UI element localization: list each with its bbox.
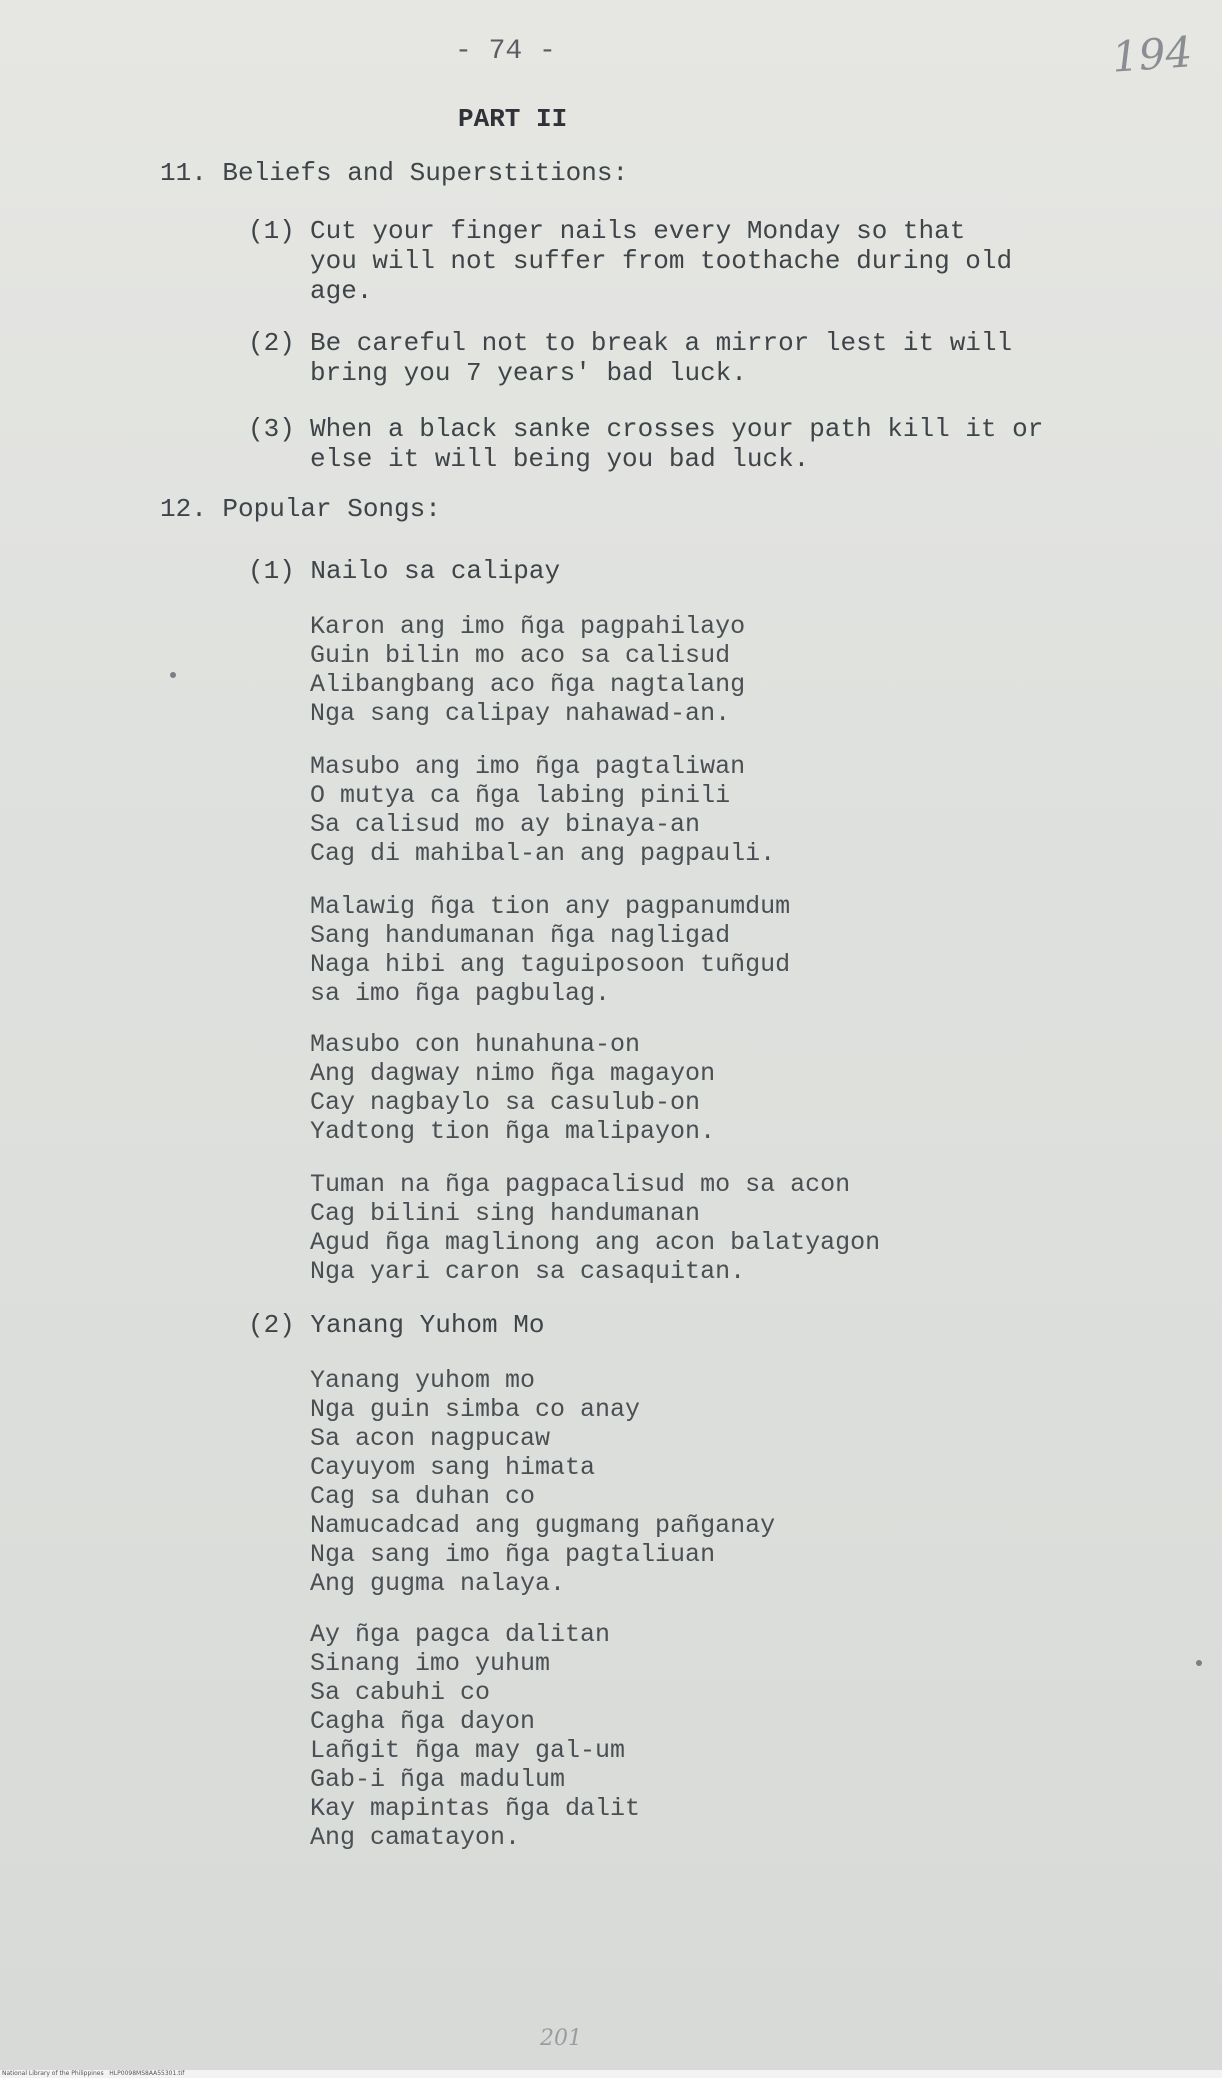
item-line: else it will being you bad luck. xyxy=(310,444,810,474)
verse-line: sa imo ñga pagbulag. xyxy=(310,979,611,1008)
page-number: - 74 - xyxy=(455,36,556,67)
verse-line: Masubo ang imo ñga pagtaliwan xyxy=(310,752,746,781)
verse-line: Tuman na ñga pagpacalisud mo sa acon xyxy=(310,1170,851,1199)
verse-line: Nga sang calipay nahawad-an. xyxy=(310,699,731,728)
item-number: (1) xyxy=(248,216,295,246)
verse-line: Kay mapintas ñga dalit xyxy=(310,1794,641,1823)
verse-line: Cag sa duhan co xyxy=(310,1482,536,1511)
item-number: (3) xyxy=(248,414,295,444)
section-12-heading: 12. Popular Songs: xyxy=(160,494,441,524)
item-line: When a black sanke crosses your path kill it or xyxy=(310,414,1044,444)
folio-number: 194 xyxy=(1110,27,1194,82)
scan-footer: National Library of the Philippines HLP0098MS8AA55301.tif xyxy=(0,2070,1222,2078)
verse-line: Yadtong tion ñga malipayon. xyxy=(310,1117,716,1146)
item-line: bring you 7 years' bad luck. xyxy=(310,358,747,388)
verse-line: Sang handumanan ñga nagligad xyxy=(310,921,731,950)
verse-line: Nga sang imo ñga pagtaliuan xyxy=(310,1540,716,1569)
verse-line: Gab-i ñga madulum xyxy=(310,1765,566,1794)
verse-line: Yanang yuhom mo xyxy=(310,1366,536,1395)
ink-speck xyxy=(170,672,176,678)
part-title: PART II xyxy=(458,104,568,134)
verse-line: Ang dagway nimo ñga magayon xyxy=(310,1059,716,1088)
item-line: age. xyxy=(310,276,373,306)
verse-line: Karon ang imo ñga pagpahilayo xyxy=(310,612,746,641)
verse-line: Nga yari caron sa casaquitan. xyxy=(310,1257,746,1286)
verse-line: Cayuyom sang himata xyxy=(310,1453,596,1482)
verse-line: Agud ñga maglinong ang acon balatyagon xyxy=(310,1228,881,1257)
verse-line: O mutya ca ñga labing pinili xyxy=(310,781,731,810)
verse-line: Alibangbang aco ñga nagtalang xyxy=(310,670,746,699)
verse-line: Cag di mahibal-an ang pagpauli. xyxy=(310,839,776,868)
verse-line: Ang camatayon. xyxy=(310,1823,521,1852)
verse-line: Ang gugma nalaya. xyxy=(310,1569,566,1598)
item-line: you will not suffer from toothache during old xyxy=(310,246,1013,276)
verse-line: Sa calisud mo ay binaya-an xyxy=(310,810,701,839)
verse-line: Sa cabuhi co xyxy=(310,1678,491,1707)
verse-line: Namucadcad ang gugmang pañganay xyxy=(310,1511,776,1540)
song-2-title: (2) Yanang Yuhom Mo xyxy=(248,1310,545,1340)
verse-line: Ay ñga pagca dalitan xyxy=(310,1620,611,1649)
verse-line: Lañgit ñga may gal-um xyxy=(310,1736,626,1765)
verse-line: Nga guin simba co anay xyxy=(310,1395,641,1424)
verse-line: Cagha ñga dayon xyxy=(310,1707,536,1736)
bottom-stamp-number: 201 xyxy=(540,2026,582,2051)
verse-line: Sinang imo yuhum xyxy=(310,1649,551,1678)
ink-speck xyxy=(1196,1660,1202,1666)
verse-line: Cay nagbaylo sa casulub-on xyxy=(310,1088,701,1117)
item-line: Be careful not to break a mirror lest it will xyxy=(310,328,1013,358)
section-11-heading: 11. Beliefs and Superstitions: xyxy=(160,158,629,188)
song-1-title: (1) Nailo sa calipay xyxy=(248,556,561,586)
verse-line: Guin bilin mo aco sa calisud xyxy=(310,641,731,670)
item-number: (2) xyxy=(248,328,295,358)
verse-line: Cag bilini sing handumanan xyxy=(310,1199,701,1228)
verse-line: Naga hibi ang taguiposoon tuñgud xyxy=(310,950,791,979)
verse-line: Sa acon nagpucaw xyxy=(310,1424,551,1453)
verse-line: Masubo con hunahuna-on xyxy=(310,1030,641,1059)
item-line: Cut your finger nails every Monday so that xyxy=(310,216,966,246)
verse-line: Malawig ñga tion any pagpanumdum xyxy=(310,892,791,921)
